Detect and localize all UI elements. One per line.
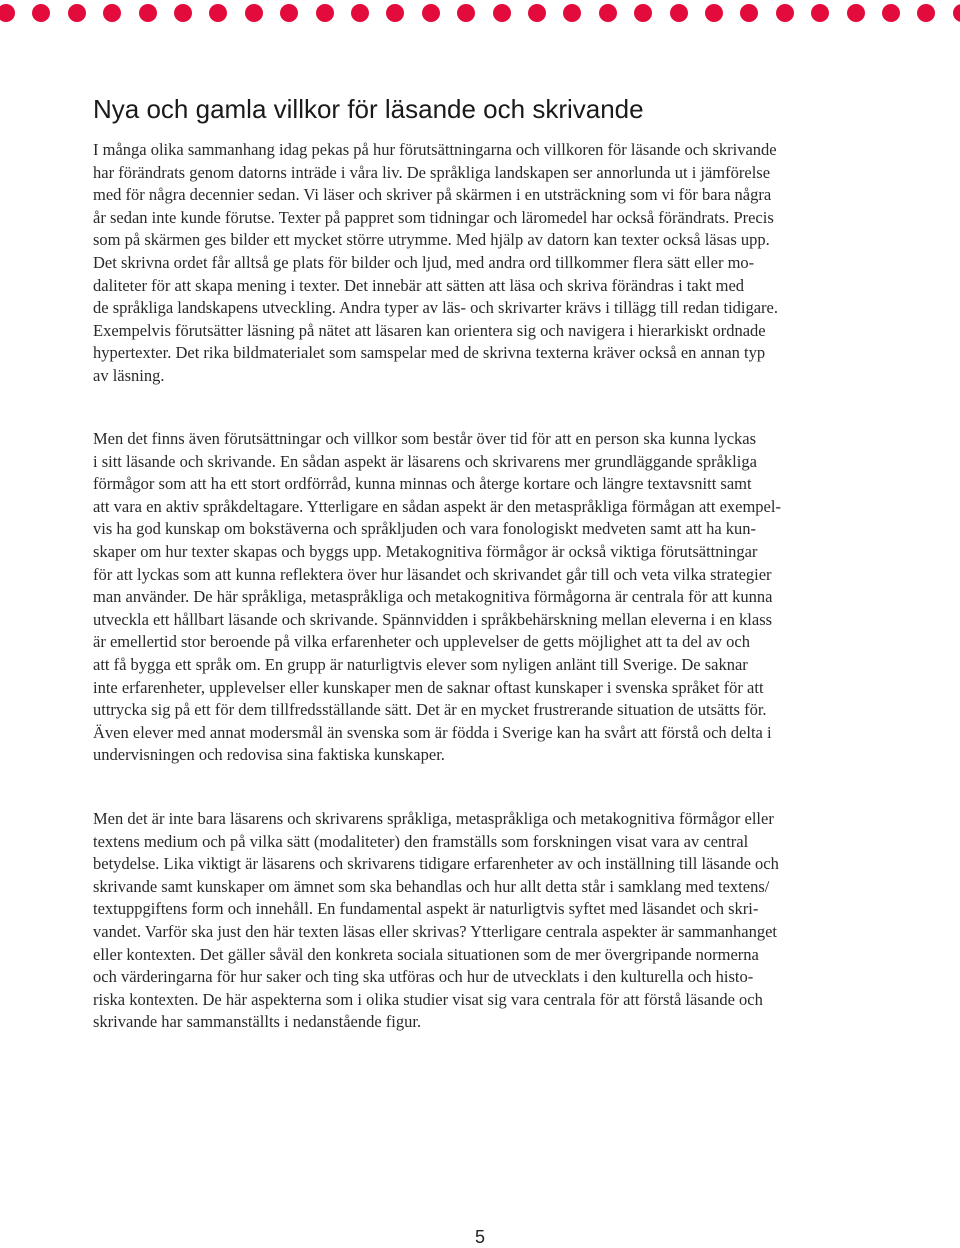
text-line: är emellertid stor beroende på vilka erfarenheter och upplevelser de getts möjlighet att ta del av och xyxy=(93,632,750,652)
text-line: förmågor som att ha ett stort ordförråd, kunna minnas och återge kortare och längre textavsnitt samt xyxy=(93,474,752,494)
text-line: hypertexter. Det rika bildmaterialet som samspelar med de skrivna texterna kräver också en annan typ xyxy=(93,343,766,363)
page-number: 5 xyxy=(474,1227,485,1247)
decorative-dot-border xyxy=(0,4,960,22)
decorative-dot xyxy=(953,4,960,22)
paragraph-2 xyxy=(93,428,893,767)
text-line: Men det finns även förutsättningar och villkor som består över tid för att en person ska kunna lyckas xyxy=(93,429,757,448)
decorative-dot xyxy=(316,4,334,22)
text-line: eller kontexten. Det gäller såväl den konkreta sociala situationen som de mer övergripande normerna xyxy=(93,944,759,964)
text-line: av läsning. xyxy=(93,365,165,385)
decorative-dot xyxy=(811,4,829,22)
text-line: textuppgiftens form och innehåll. En fundamental aspekt är naturligtvis syftet med läsandet och skri- xyxy=(93,899,759,919)
decorative-dot xyxy=(670,4,688,22)
text-line: inte erfarenheter, upplevelser eller kunskaper men de saknar oftast kunskaper i svenska språket för att xyxy=(93,677,764,697)
decorative-dot xyxy=(563,4,581,22)
decorative-dot xyxy=(422,4,440,22)
paragraph-3 xyxy=(93,808,893,1034)
text-line: uttrycka sig på ett för dem tillfredsställande sätt. Det är en mycket frustrerande situation de utsätts för. xyxy=(93,700,767,720)
text-line: med för några decennier sedan. Vi läser och skriver på skärmen i en utsträckning som vi för bara några xyxy=(93,185,772,205)
decorative-dot xyxy=(209,4,227,22)
decorative-dot xyxy=(705,4,723,22)
text-line: undervisningen och redovisa sina faktiska kunskaper. xyxy=(93,745,445,765)
decorative-dot xyxy=(0,4,15,22)
text-line: vandet. Varför ska just den här texten läsas eller skrivas? Ytterligare centrala aspekter är sammanhanget xyxy=(93,921,778,941)
decorative-dot xyxy=(847,4,865,22)
text-line: Exempelvis förutsätter läsning på nätet att läsaren kan orientera sig och navigera i hierarkiskt ordnade xyxy=(93,320,766,340)
page-title: Nya och gamla villkor för läsande och skrivande xyxy=(93,94,644,124)
decorative-dot xyxy=(457,4,475,22)
decorative-dot xyxy=(245,4,263,22)
text-line: textens medium och på vilka sätt (modaliteter) den framställs som forskningen visat vara av central xyxy=(93,831,749,851)
text-line: de språkliga landskapens utveckling. Andra typer av läs- och skrivarter krävs i tillägg till redan tidigare. xyxy=(93,298,778,318)
decorative-dot xyxy=(280,4,298,22)
text-line: har förändrats genom datorns inträde i våra liv. De språkliga landskapen ser annorlunda ut i jämförelse xyxy=(93,162,771,182)
decorative-dot xyxy=(634,4,652,22)
text-line: och värderingarna för hur saker och ting ska utföras och hur de utvecklats i den kulturella och histo- xyxy=(93,967,754,987)
text-line: Men det är inte bara läsarens och skrivarens språkliga, metaspråkliga och metakognitiva förmågor eller xyxy=(93,809,774,828)
text-line: utveckla ett hållbart läsande och skrivande. Spännvidden i språkbehärskning mellan eleverna i en klass xyxy=(93,609,773,629)
text-line: skrivande har sammanställts i nedanstående figur. xyxy=(93,1012,422,1032)
decorative-dot xyxy=(740,4,758,22)
decorative-dot xyxy=(917,4,935,22)
text-line: skrivande samt kunskaper om ämnet som ska behandlas och hur allt detta står i samklang med textens/ xyxy=(93,876,770,896)
text-line: Även elever med annat modersmål än svenska som är födda i Sverige kan ha svårt att förstå och delta i xyxy=(93,722,772,742)
decorative-dot xyxy=(103,4,121,22)
text-line: att få bygga ett språk om. En grupp är naturligtvis elever som nyligen anlänt till Sverige. De saknar xyxy=(93,654,748,674)
text-line: skaper om hur texter skapas och byggs upp. Metakognitiva förmågor är också viktiga förutsättningar xyxy=(93,541,758,561)
text-line: för att lyckas som att kunna reflektera över hur läsandet och skrivandet går till och veta vilka strategier xyxy=(93,564,772,584)
text-line: man använder. De här språkliga, metaspråkliga och metakognitiva förmågorna är centrala för att kunna xyxy=(93,587,773,607)
decorative-dot xyxy=(493,4,511,22)
text-line: riska kontexten. De här aspekterna som i olika studier visat sig vara centrala för att förstå läsande och xyxy=(93,989,763,1009)
decorative-dot xyxy=(32,4,50,22)
text-line: Det skrivna ordet får alltså ge plats för bilder och ljud, med andra ord tillkommer flera sätt eller mo- xyxy=(93,252,755,272)
text-line: betydelse. Lika viktigt är läsarens och skrivarens tidigare erfarenheter av och inställning till läsande och xyxy=(93,854,779,874)
text-line: att vara en aktiv språkdeltagare. Ytterligare en sådan aspekt är den metaspråkliga förmågan att exempel- xyxy=(93,496,781,516)
decorative-dot xyxy=(351,4,369,22)
decorative-dot xyxy=(174,4,192,22)
decorative-dot xyxy=(776,4,794,22)
text-line: I många olika sammanhang idag pekas på hur förutsättningarna och villkoren för läsande och skrivande xyxy=(93,140,777,159)
text-line: som på skärmen ges bilder ett mycket större utrymme. Med hjälp av datorn kan texter också läsas upp. xyxy=(93,230,770,250)
text-line: vis ha god kunskap om bokstäverna och språkljuden och vara fonologiskt medveten samt att ha kun- xyxy=(93,519,757,539)
paragraph-1 xyxy=(93,139,893,388)
text-line: daliteter för att skapa mening i texter. Det innebär att sätten att läsa och skriva förändras i takt med xyxy=(93,275,745,295)
decorative-dot xyxy=(882,4,900,22)
decorative-dot xyxy=(386,4,404,22)
decorative-dot xyxy=(68,4,86,22)
decorative-dot xyxy=(599,4,617,22)
decorative-dot xyxy=(528,4,546,22)
text-line: i sitt läsande och skrivande. En sådan aspekt är läsarens och skrivarens mer grundläggande språkliga xyxy=(93,451,757,471)
text-line: år sedan inte kunde förutse. Texter på pappret som tidningar och läromedel har också förändrats. Precis xyxy=(93,207,774,227)
decorative-dot xyxy=(139,4,157,22)
